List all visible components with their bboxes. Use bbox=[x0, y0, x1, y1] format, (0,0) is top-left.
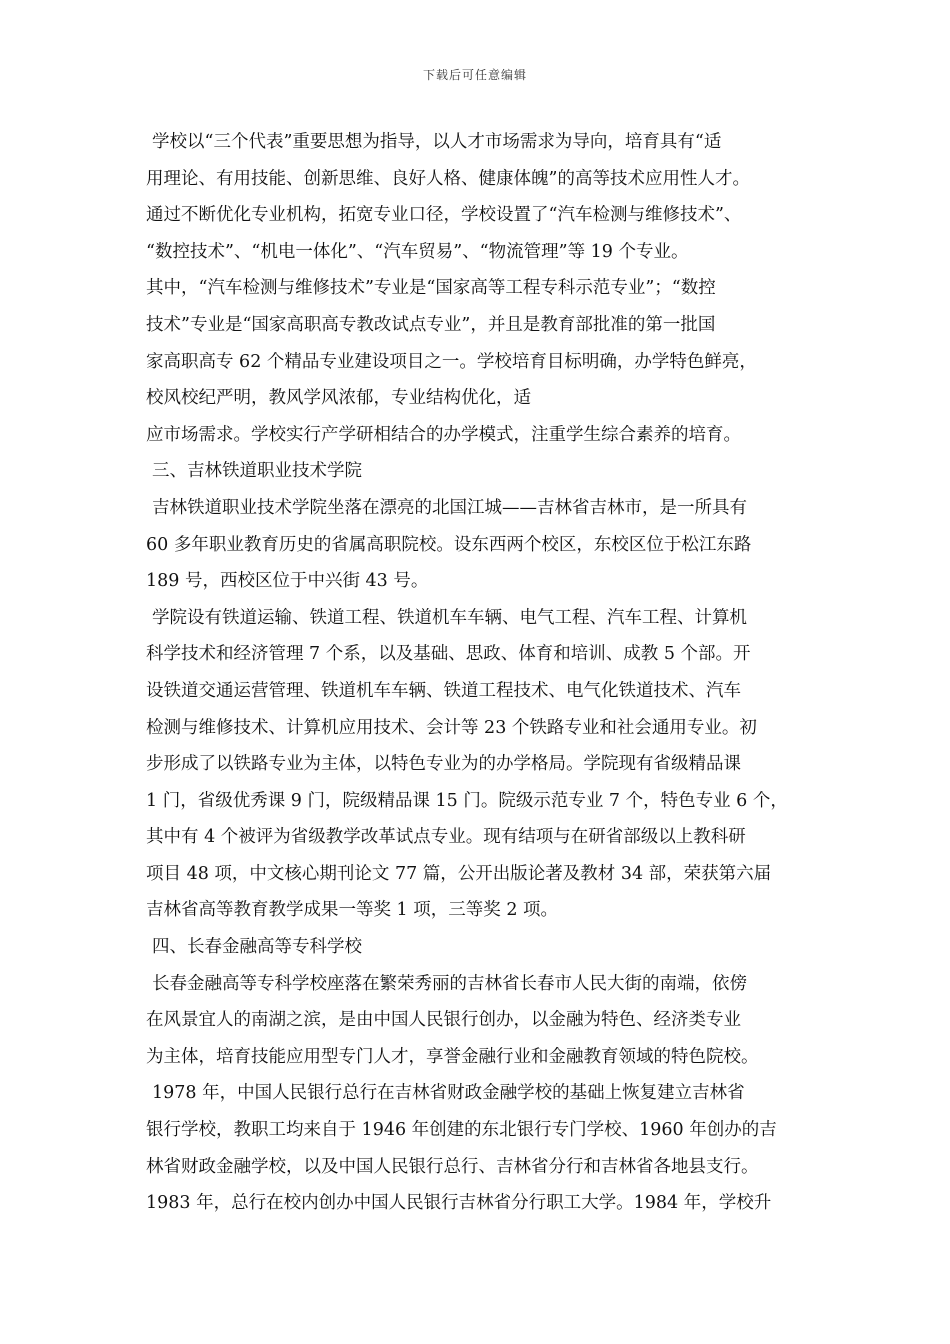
text-line: 吉林省高等教育教学成果一等奖 1 项，三等奖 2 项。 bbox=[146, 900, 559, 921]
page-header: 下载后可任意编辑 bbox=[422, 68, 527, 82]
text-line: 其中有 4 个被评为省级教学改革试点专业。现有结项与在研省部级以上教科研 bbox=[146, 827, 746, 848]
text-line: 科学技术和经济管理 7 个系，以及基础、思政、体育和培训、成教 5 个部。开 bbox=[146, 644, 751, 665]
text-line: 林省财政金融学校，以及中国人民银行总行、吉林省分行和吉林省各地县支行。 bbox=[146, 1156, 759, 1177]
text-line: 学院设有铁道运输、铁道工程、铁道机车车辆、电气工程、汽车工程、计算机 bbox=[152, 607, 747, 628]
document-body bbox=[146, 124, 810, 1222]
text-line: 长春金融高等专科学校座落在繁荣秀丽的吉林省长春市人民大街的南端，依傍 bbox=[152, 973, 747, 994]
text-line: 银行学校，教职工均来自于 1946 年创建的东北银行专门学校、1960 年创办的吉 bbox=[146, 1120, 777, 1141]
text-line: 吉林铁道职业技术学院坐落在漂亮的北国江城——吉林省吉林市，是一所具有 bbox=[152, 497, 747, 518]
text-line: 为主体，培育技能应用型专门人才，享誉金融行业和金融教育领域的特色院校。 bbox=[146, 1046, 759, 1067]
section-heading: 四、长春金融高等专科学校 bbox=[152, 937, 362, 958]
text-line: 1 门，省级优秀课 9 门，院级精品课 15 门。院级示范专业 7 个，特色专业 6 个， bbox=[146, 790, 788, 811]
section-heading: 三、吉林铁道职业技术学院 bbox=[152, 461, 362, 482]
text-line: 学校以“三个代表”重要思想为指导，以人才市场需求为导向，培育具有“适 bbox=[152, 132, 722, 152]
text-line: 用理论、有用技能、创新思维、良好人格、健康体魄”的高等技术应用性人才。 bbox=[146, 168, 750, 189]
text-line: 技术”专业是“国家高职高专教改试点专业”，并且是教育部批准的第一批国 bbox=[146, 314, 716, 335]
text-line: 1978 年，中国人民银行总行在吉林省财政金融学校的基础上恢复建立吉林省 bbox=[152, 1083, 745, 1104]
text-line: “数控技术”、“机电一体化”、“汽车贸易”、“物流管理”等 19 个专业。 bbox=[146, 241, 689, 262]
text-line: 应市场需求。学校实行产学研相结合的办学模式，注重学生综合素养的培育。 bbox=[146, 424, 741, 445]
text-line: 家高职高专 62 个精品专业建设项目之一。学校培育目标明确，办学特色鲜亮， bbox=[146, 351, 757, 372]
text-line: 其中，“汽车检测与维修技术”专业是“国家高等工程专科示范专业”；“数控 bbox=[146, 278, 716, 299]
text-line: 步形成了以铁路专业为主体，以特色专业为的办学格局。学院现有省级精品课 bbox=[146, 754, 741, 775]
text-line: 在风景宜人的南湖之滨，是由中国人民银行创办，以金融为特色、经济类专业 bbox=[146, 1010, 741, 1031]
text-line: 60 多年职业教育历史的省属高职院校。设东西两个校区，东校区位于松江东路 bbox=[146, 534, 752, 555]
text-line: 检测与维修技术、计算机应用技术、会计等 23 个铁路专业和社会通用专业。初 bbox=[146, 717, 757, 738]
text-line: 1983 年，总行在校内创办中国人民银行吉林省分行职工大学。1984 年，学校升 bbox=[146, 1193, 772, 1214]
text-line: 通过不断优化专业机构，拓宽专业口径，学校设置了“汽车检测与维修技术”、 bbox=[146, 205, 742, 226]
text-line: 项目 48 项，中文核心期刊论文 77 篇，公开出版论著及教材 34 部，荣获第六届 bbox=[146, 863, 772, 884]
text-line: 设铁道交通运营管理、铁道机车车辆、铁道工程技术、电气化铁道技术、汽车 bbox=[146, 680, 741, 701]
text-line: 校风校纪严明，教风学风浓郁，专业结构优化，适 bbox=[146, 388, 531, 409]
text-line: 189 号，西校区位于中兴街 43 号。 bbox=[146, 571, 429, 592]
